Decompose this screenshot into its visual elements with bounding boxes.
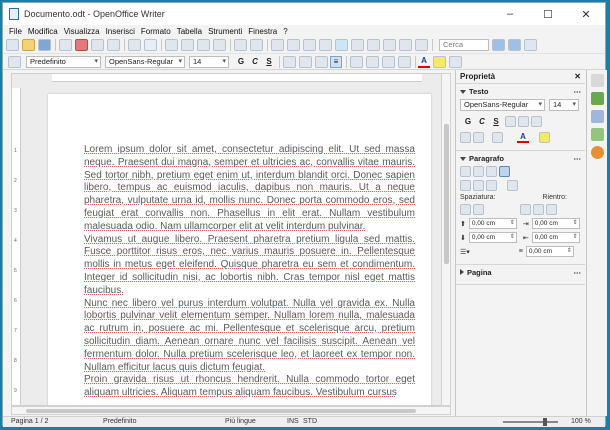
toolbar-separator bbox=[279, 56, 280, 68]
copy-icon[interactable] bbox=[181, 39, 194, 51]
print-preview-icon[interactable] bbox=[107, 39, 120, 51]
sidebar-highlight-icon[interactable] bbox=[539, 132, 550, 143]
hanging-indent-icon[interactable] bbox=[546, 204, 557, 215]
below-spacing-icon: ⬇ bbox=[460, 234, 466, 242]
align-center-icon[interactable] bbox=[299, 56, 312, 68]
sidebar-bold-button[interactable]: G bbox=[464, 116, 472, 126]
sidebar-align-center-icon[interactable] bbox=[473, 166, 484, 177]
above-spacing-icon: ⬆ bbox=[460, 220, 466, 228]
navigator-icon[interactable] bbox=[335, 39, 348, 51]
justify-button[interactable]: ≡ bbox=[330, 56, 342, 68]
toolbar-separator bbox=[415, 56, 416, 68]
paragraph-style-select[interactable]: Predefinito ▾ bbox=[26, 56, 101, 68]
app-window bbox=[2, 2, 606, 426]
close-button[interactable]: ✕ bbox=[581, 8, 591, 21]
sidebar-font-select[interactable]: OpenSans-Regular ▾ bbox=[460, 99, 545, 111]
save-icon[interactable] bbox=[38, 39, 51, 51]
menu-inserisci[interactable]: Inserisci bbox=[105, 26, 135, 36]
toolbar-separator bbox=[267, 39, 268, 51]
menu-strumenti[interactable]: Strumenti bbox=[208, 26, 243, 36]
open-folder-icon[interactable] bbox=[22, 39, 35, 51]
paragraph-section-title: Paragrafo bbox=[469, 154, 505, 163]
collapse-icon bbox=[460, 269, 464, 275]
paragraph[interactable]: Proin gravida risus ut rhoncus hendrerit. Nulla commodo tortor eget aliquam ultricies. Aliquam tempus aliquam faucibus. Vestibulum cursus bbox=[84, 374, 415, 399]
sidebar-numbering-icon[interactable] bbox=[473, 180, 484, 191]
navigator-tab-icon[interactable] bbox=[591, 146, 604, 159]
bold-button[interactable]: G bbox=[237, 57, 245, 66]
document-body[interactable] bbox=[84, 144, 415, 400]
shadow-icon[interactable] bbox=[518, 116, 529, 127]
spellcheck-icon[interactable] bbox=[128, 39, 141, 51]
toolbar-separator bbox=[230, 39, 231, 51]
paragraph[interactable]: Lorem ipsum dolor sit amet, consectetur adipiscing elit. Ut sed massa neque. Praesent dui magna, semper et ultricies ac, convallis vitae mauris. Sed tortor nibh, pretium eget enim ut, interdum blandit orci. Donec sapien libero, tempus ac euismod iaculis, dapibus non mauris. Ut a neque pharetra, vulputate urna id, mollis nunc. Donec porta commodo eros, sed feugiat erat convallis non. Phasellus in elit erat. Nullam vestibulum malesuada odio. Nam ullamcorper elit at velit interdum pulvinar. bbox=[84, 144, 415, 232]
vertical-scrollbar[interactable] bbox=[441, 73, 451, 406]
maximize-button[interactable]: ☐ bbox=[543, 8, 553, 21]
horizontal-scrollbar[interactable] bbox=[11, 406, 451, 415]
paragraph[interactable]: Vivamus ut augue libero. Praesent pharetra pretium ligula sed mattis. Fusce porttitor risus eros, nec varius mauris posuere in. Pellentesque mollis in metus eget eleifend. Quisque pharetra eu sem et condimentum. Integer id sollicitudin nisi, ac lobortis nibh. Cras tempor nisl eget mattis faucibus. bbox=[84, 233, 415, 296]
subscript-icon[interactable] bbox=[473, 132, 484, 143]
page-indicator[interactable]: Pagina 1 / 2 bbox=[11, 418, 49, 425]
sidebar-bullets-icon[interactable] bbox=[460, 180, 471, 191]
sidebar-increase-indent-icon[interactable] bbox=[520, 204, 531, 215]
properties-tab-icon[interactable] bbox=[591, 92, 604, 105]
menu-file[interactable]: File bbox=[9, 26, 22, 36]
underline-button[interactable]: S bbox=[266, 57, 272, 66]
superscript-icon[interactable] bbox=[460, 132, 471, 143]
increase-spacing-icon[interactable] bbox=[460, 204, 471, 215]
page-section-header[interactable] bbox=[460, 268, 581, 277]
menu-help[interactable]: ? bbox=[283, 26, 288, 36]
below-spacing-field[interactable]: 0,00 cm ⇕ bbox=[469, 232, 517, 243]
after-indent-field[interactable]: 0,00 cm ⇕ bbox=[532, 232, 580, 243]
menu-tabella[interactable]: Tabella bbox=[176, 26, 203, 36]
window-title: Documento.odt - OpenOffice Writer bbox=[24, 9, 165, 19]
find-options-icon[interactable] bbox=[524, 39, 537, 51]
sidebar-outline-icon[interactable] bbox=[486, 180, 497, 191]
strikethrough-icon[interactable] bbox=[505, 116, 516, 127]
paragraph-section bbox=[456, 151, 585, 265]
increase-indent-icon[interactable] bbox=[398, 56, 411, 68]
sidebar-tab-bar bbox=[586, 70, 607, 416]
sidebar-justify-icon[interactable] bbox=[499, 166, 510, 177]
text-section-title: Testo bbox=[469, 87, 489, 96]
decrease-spacing-icon[interactable] bbox=[473, 204, 484, 215]
paragraph-section-header[interactable] bbox=[460, 154, 581, 163]
text-section bbox=[456, 84, 585, 151]
formatting-toolbar bbox=[3, 54, 605, 70]
character-spacing-icon[interactable] bbox=[492, 132, 503, 143]
font-color-button[interactable]: A bbox=[418, 56, 430, 68]
page-section bbox=[456, 265, 585, 285]
styles-tab-icon[interactable] bbox=[591, 110, 604, 123]
paste-icon[interactable] bbox=[197, 39, 210, 51]
numbering-icon[interactable] bbox=[350, 56, 363, 68]
zoom-slider-handle[interactable] bbox=[543, 418, 547, 426]
title-bar bbox=[3, 3, 605, 25]
writer-app-icon bbox=[9, 8, 19, 20]
horizontal-ruler bbox=[52, 74, 422, 82]
paragraph-background-icon[interactable] bbox=[507, 180, 518, 191]
show-draw-functions-icon[interactable] bbox=[303, 39, 316, 51]
undo-icon[interactable] bbox=[234, 39, 247, 51]
toolbar-separator bbox=[346, 56, 347, 68]
sidebar-header bbox=[456, 70, 585, 84]
more-options-icon[interactable]: ⋯ bbox=[573, 87, 581, 96]
bullets-icon[interactable] bbox=[366, 56, 379, 68]
status-bar bbox=[3, 416, 605, 427]
print-icon[interactable] bbox=[91, 39, 104, 51]
find-next-icon[interactable] bbox=[492, 39, 505, 51]
document-page[interactable] bbox=[48, 94, 431, 406]
menu-visualizza[interactable]: Visualizza bbox=[63, 26, 100, 36]
nonprinting-chars-icon[interactable] bbox=[383, 39, 396, 51]
cut-icon[interactable] bbox=[165, 39, 178, 51]
menu-modifica[interactable]: Modifica bbox=[27, 26, 58, 36]
expand-icon bbox=[460, 157, 466, 161]
autospellcheck-icon[interactable] bbox=[144, 39, 157, 51]
find-input[interactable]: Cerca bbox=[439, 39, 489, 51]
zoom-level[interactable]: 100 % bbox=[571, 418, 591, 425]
before-indent-icon: ⇥ bbox=[522, 220, 529, 228]
find-previous-icon[interactable] bbox=[508, 39, 521, 51]
help-icon[interactable] bbox=[415, 39, 428, 51]
above-spacing-field[interactable]: 0,00 cm ⇕ bbox=[469, 218, 517, 229]
before-indent-field[interactable]: 0,00 cm ⇕ bbox=[532, 218, 580, 229]
new-document-icon[interactable] bbox=[6, 39, 19, 51]
clone-formatting-icon[interactable] bbox=[213, 39, 226, 51]
vertical-ruler: 1 2 3 4 5 6 7 8 9 bbox=[12, 88, 21, 406]
insert-mode-indicator[interactable]: INS bbox=[287, 418, 299, 425]
font-size-select[interactable]: 14 ▾ bbox=[189, 56, 229, 68]
spacing-label: Spaziatura: bbox=[460, 194, 496, 201]
styles-formatting-icon[interactable] bbox=[8, 56, 21, 68]
first-line-indent-field[interactable]: 0,00 cm ⇕ bbox=[526, 246, 574, 257]
hyperlink-icon[interactable] bbox=[271, 39, 284, 51]
sidebar-italic-button[interactable]: C bbox=[479, 116, 485, 126]
scroll-thumb[interactable] bbox=[26, 409, 416, 413]
sidebar-size-select[interactable]: 14 ▾ bbox=[549, 99, 579, 111]
page-style-indicator[interactable]: Predefinito bbox=[103, 418, 137, 425]
font-name-select[interactable]: OpenSans-Regular ▾ bbox=[105, 56, 185, 68]
align-right-icon[interactable] bbox=[315, 56, 328, 68]
toolbar-separator bbox=[161, 39, 162, 51]
close-sidebar-icon[interactable]: ✕ bbox=[574, 72, 581, 81]
text-section-header[interactable] bbox=[460, 87, 581, 96]
sidebar-decrease-indent-icon[interactable] bbox=[533, 204, 544, 215]
selection-mode-indicator[interactable]: STD bbox=[303, 418, 317, 425]
export-pdf-icon[interactable] bbox=[75, 39, 88, 51]
indent-label: Rientro: bbox=[542, 194, 567, 201]
sidebar-align-left-icon[interactable] bbox=[460, 166, 471, 177]
sidebar-menu-icon[interactable] bbox=[591, 74, 604, 87]
table-icon[interactable] bbox=[287, 39, 300, 51]
toolbar-separator bbox=[432, 39, 433, 51]
expand-icon bbox=[460, 90, 466, 94]
decrease-indent-icon[interactable] bbox=[382, 56, 395, 68]
document-area bbox=[11, 73, 451, 406]
paragraph[interactable]: Nunc nec libero vel purus interdum volutpat. Nulla vel gravida ex. Nulla lobortis pulvinar velit elementum semper. Nullam lorem nulla, malesuada ac rutrum in, posuere ac mi. Pellentesque et scelerisque arcu, pretium sollicitudin diam. Aenean ornare nunc vel facilisis suscipit. Aenean vel fermentum dolor. Nulla pretium scelerisque leo, et laoreet ex tempor non. Nullam efficitur lacus quis dictum feugiat. bbox=[84, 297, 415, 373]
more-options-icon[interactable]: ⋯ bbox=[573, 154, 581, 163]
sidebar-align-right-icon[interactable] bbox=[486, 166, 497, 177]
redo-icon[interactable] bbox=[250, 39, 263, 51]
scroll-thumb[interactable] bbox=[444, 124, 449, 264]
gallery-icon[interactable] bbox=[351, 39, 364, 51]
italic-button[interactable]: C bbox=[252, 57, 258, 66]
align-left-icon[interactable] bbox=[283, 56, 296, 68]
menu-bar bbox=[3, 25, 605, 37]
edit-file-icon[interactable] bbox=[59, 39, 72, 51]
sidebar-underline-button[interactable]: S bbox=[493, 116, 499, 126]
after-indent-icon: ⇤ bbox=[522, 234, 529, 242]
gallery-tab-icon[interactable] bbox=[591, 128, 604, 141]
language-indicator[interactable]: Più lingue bbox=[225, 418, 256, 425]
toolbar-separator bbox=[55, 39, 56, 51]
sidebar-font-color-button[interactable]: A bbox=[517, 131, 529, 143]
minimize-button[interactable]: – bbox=[506, 8, 514, 20]
background-color-icon[interactable] bbox=[449, 56, 462, 68]
first-line-indent-icon: ≡ bbox=[518, 248, 523, 255]
zoom-slider[interactable] bbox=[503, 421, 558, 423]
find-replace-icon[interactable] bbox=[319, 39, 332, 51]
clear-formatting-icon[interactable] bbox=[531, 116, 542, 127]
sidebar-title: Proprietà bbox=[460, 72, 496, 81]
menu-formato[interactable]: Formato bbox=[140, 26, 171, 36]
menu-finestra[interactable]: Finestra bbox=[248, 26, 278, 36]
page-section-title: Pagina bbox=[467, 268, 492, 277]
data-sources-icon[interactable] bbox=[367, 39, 380, 51]
highlighting-icon[interactable] bbox=[433, 56, 446, 68]
zoom-icon[interactable] bbox=[399, 39, 412, 51]
more-options-icon[interactable]: ⋯ bbox=[573, 268, 581, 277]
standard-toolbar bbox=[3, 37, 605, 54]
line-spacing-icon[interactable]: ☰▾ bbox=[460, 248, 470, 256]
toolbar-separator bbox=[124, 39, 125, 51]
properties-sidebar bbox=[455, 70, 585, 416]
